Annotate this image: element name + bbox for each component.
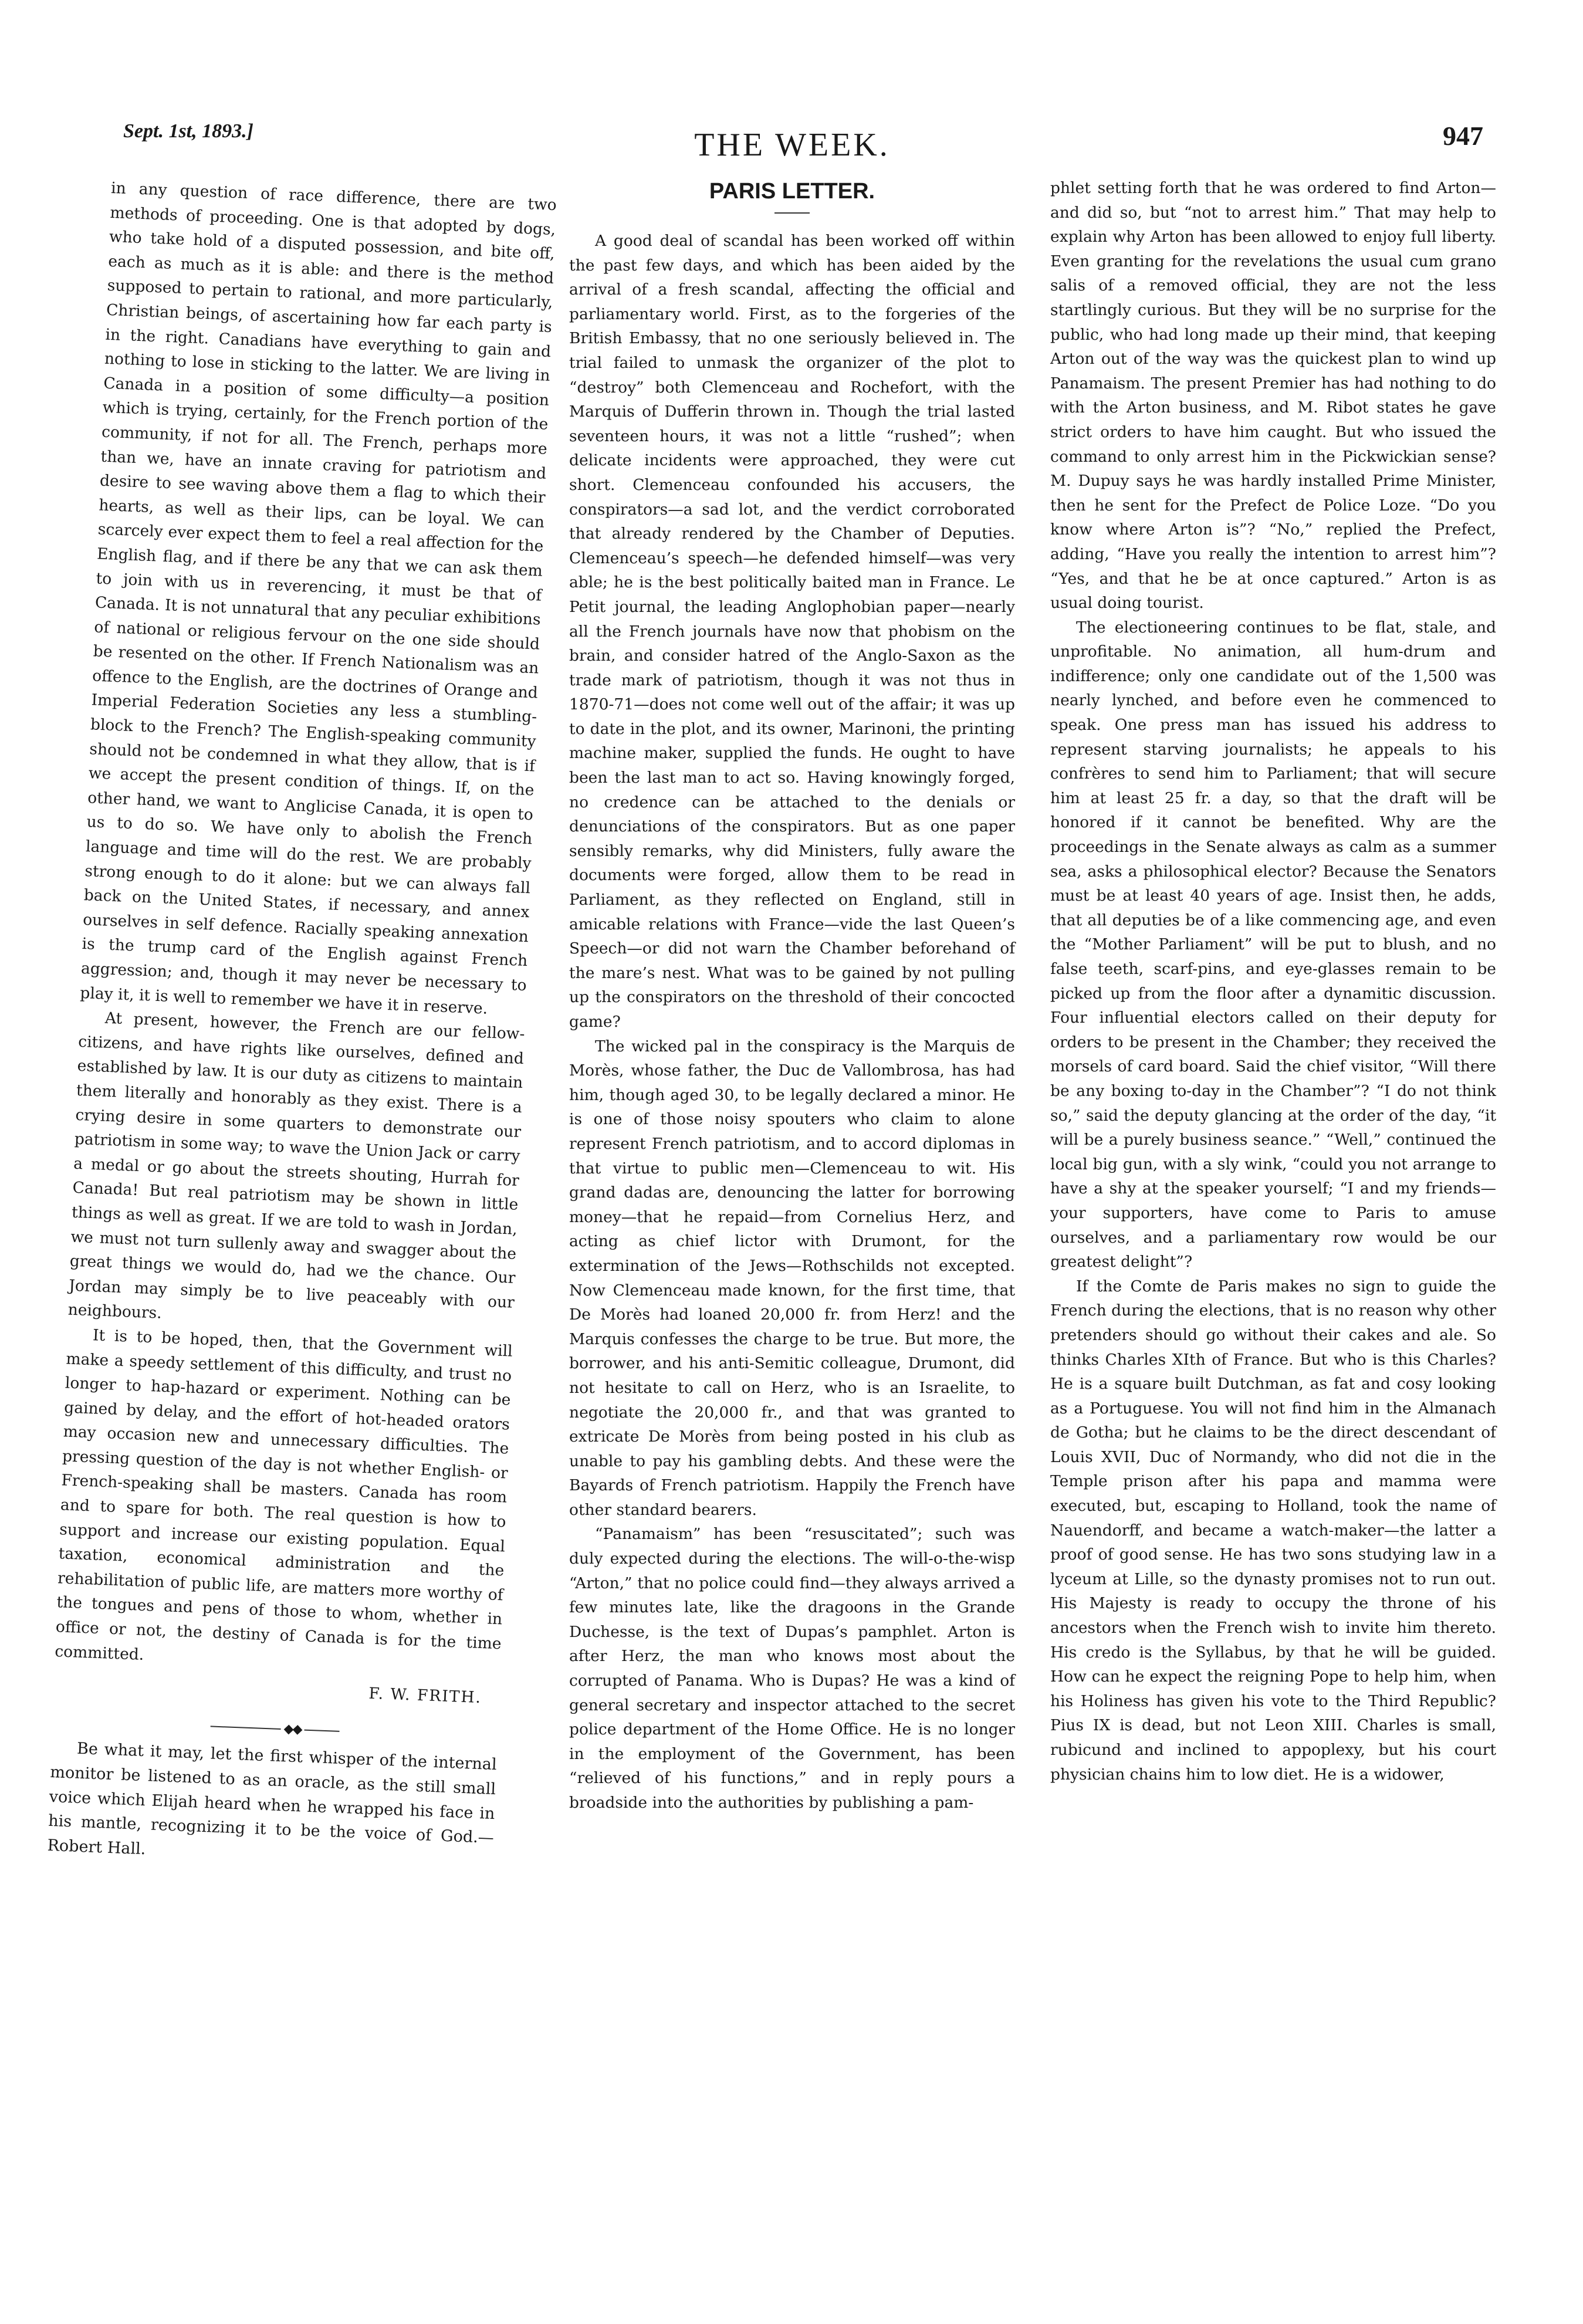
paragraph: It is to be hoped, then, that the Government will make a speedy settlement of this difficulty, and trust no longer to hap-hazard or experiment. Nothing can be gained by delay, and the effort of hot-headed orators may occasion new and unnecessary difficulties. The pressing question of the day is not whether English- or French-speaking shall be masters. Canada has room and to spare for both. The real question is how to support and increase our existing population. Equal taxation, economical administration and the rehabilitation of public life, are matters more worthy of the tongues and pens of those to whom, whether in office or not, the destiny of Canada is for the time committed. (54, 1326, 513, 1664)
paragraph: The electioneering continues to be flat, stale, and unprofitable. No animation, all hum-drum and indifference; only one candidate out of the 1,500 was nearly lynched, and before even he commenced to speak. One press man has issued his address to represent starving journalists; he appeals to his confrères to send him to Parliament; that will secure him at least 25 fr. a day, so that the draft will be honored if it cannot be benefited. Why are the proceedings in the Senate always as calm as a summer sea, asks a philosophical elector? Because the Senators must be at least 40 years of age. Insist then, he adds, that all deputies be of a like commencing age, and even the “Mother Parliament” will be put to blush, and no false teeth, scarf-pins, and eye-glasses remain to be picked up from the floor after a dynamitic discussion. Four influential electors called on their deputy for orders to be present in the Chamber; they received the morsels of card board. Said the chief visitor, “Will there be any boxing to-day in the Chamber”? “I do not think so,” said the deputy glancing at the order of the day, “it will be a purely business seance.” “Well,” continued the local big gun, with a sly wink, “could you not arrange to have a shy at the speaker yourself; “I and my friends—your supporters, have come to Paris to amuse ourselves, and a parliamentary row would be our greatest delight”? (1050, 618, 1496, 1271)
paragraph: If the Comte de Paris makes no sign to guide the French during the elections, that is no reason why other pretenders should go without their cakes and ale. So thinks Charles XIth of France. But who is this Charles? He is a square built Dutchman, as fat and cosy looking as a Portuguese. You will not find him in the Almanach de Gotha; but he claims to be the direct descendant of Louis XVII, Duc of Normandy, who did not die in the Temple prison after his papa and mamma were executed, but, escaping to Holland, took the name of Nauendorff, and became a watch-maker—the latter a proof of good sense. He has two sons studying law in a lyceum at Lille, so the dynasty promises not to run out. His Majesty is ready to occupy the throne of his ancestors when the French wish to invite him thereto. His credo is the Syllabus, by that he will be guided. How can he expect the reigning Pope to help him, when his Holiness has given his vote to the Third Republic? Pius IX is dead, but not Leon XIII. Charles is small, rubicund and inclined to appoplexy, but his court physician chains him to low diet. He is a widower, (1050, 1277, 1496, 1784)
issue-date: Sept. 1st, 1893.] (123, 120, 253, 142)
paragraph: in any question of race difference, there are two methods of proceeding. One is that adopted by dogs, who take hold of a disputed possession, and bite off, each as much as it is able: and there is the method supposed to pertain to rational, and more particularly, Christian beings, of ascertaining how far each party is in the right. Canadians have everything to gain and nothing to lose in sticking to the latter. We are living in Canada in a position of some difficulty—a position which is trying, certainly, for the French portion of the community, if not for all. The French, perhaps more than we, have an innate craving for patriotism and desire to see waving above them a flag to which their hearts, as well as their lips, can be loyal. We can scarcely ever expect them to feel a real affection for the English flag, and if there be any that we can ask them to join with us in reverencing, it must be that of Canada. It is not unnatural that any peculiar exhibitions of national or religious fervour on the one side should be resented on the other. If French Nationalism was an offence to the English, are the doctrines of Orange and Imperial Federation Societies any less a stumbling-block to the French? The English-speaking community should not be condemned in what they allow, that is if we accept the present condition of things. If, on the other hand, we want to Anglicise Canada, it is open to us to do so. We have only to abolish the French language and time will do the rest. We are probably strong enough to do it alone: but we can always fall back on the United States, if necessary, and annex ourselves in self defence. Racially speaking annexation is the trump card of the English against French aggression; and, though it may never be necessary to play it, it is well to remember we have it in reserve. (79, 178, 557, 1018)
title-divider (774, 212, 810, 214)
column-left (47, 176, 557, 1875)
masthead: THE WEEK. (694, 127, 890, 163)
paragraph: At present, however, the French are our fellow-citizens, and have rights like ourselves, defined and established by law. It is our duty as citizens to maintain them literally and honorably as they exist. There is a crying desire in some quarters to demonstrate our patriotism in some way; to wave the Union Jack or carry a medal or go about the streets shouting, Hurrah for Canada! But real patriotism may be shown in little things as well as great. If we are told to wash in Jordan, we must not turn sullenly away and swagger about the great things we would do, had we the chance. Our Jordan may simply be to live peaceably with our neighbours. (67, 1009, 525, 1323)
ornament-divider: ◆◆ (52, 1708, 498, 1750)
column-middle (569, 229, 1015, 1815)
page-number: 947 (1443, 121, 1483, 151)
column-right (1050, 176, 1496, 1787)
paragraph: A good deal of scandal has been worked off within the past few days, and which has been aided by the arrival of a fresh scandal, affecting the official and parliamentary world. First, as to the forgeries of the British Embassy, that no one seriously believed in. The trial failed to unmask the organizer of the plot to “destroy” both Clemenceau and Rochefort, with the Marquis of Dufferin thrown in. Though the trial lasted seventeen hours, it was not a little “rushed”; when delicate incidents were approached, they were cut short. Clemenceau confounded his accusers, the conspirators—a sad lot, and the verdict corroborated that already rendered by the Chamber of Deputies. Clemenceau’s speech—he defended himself—was very able; he is the best politically baited man in France. Le Petit journal, the leading Anglophobian paper—nearly all the French journals have now that phobism on the brain, and consider hatred of the Anglo-Saxon as the trade mark of patriotism, though it was not thus in 1870-71—does not come well out of the affair; it was up to date in the plot, and its owner, Marinoni, the printing machine maker, supplied the funds. He ought to have been the last man to act so. Having knowingly forged, no credence can be attached to the denials or denunciations of the conspirators. But as one paper sensibly remarks, why did Ministers, fully aware the documents were forged, allow them to be read in Parliament, as they reflected on England, still in amicable relations with France—vide the last Queen’s Speech—or did not warn the Chamber beforehand of the mare’s nest. What was to be gained by not pulling up the conspirators on the threshold of their concocted game? (569, 232, 1015, 1031)
author-signature: F. W. FRITH. (368, 1684, 482, 1707)
article-title: PARIS LETTER. (709, 179, 875, 204)
closing-quote: Be what it may, let the first whisper of the internal monitor be listened to as an oracle, as the still small voice which Elijah heard when he wrapped his face in his mantle, recognizing it to be the voice of God.—Robert Hall. (47, 1740, 498, 1859)
paragraph: phlet setting forth that he was ordered to find Arton—and did so, but “not to arrest him.” That may help to explain why Arton has been allowed to enjoy full liberty. Even granting for the revelations the usual cum grano salis of a removed official, they are not the less startlingly curious. But they will be no surprise for the public, who had long made up their mind, that keeping Arton out of the way was the quickest plan to wind up Panamaism. The present Premier has had nothing to do with the Arton business, and M. Ribot states he gave strict orders to have him caught. But who issued the command to only arrest him in the Pickwickian sense? M. Dupuy says he was hardly installed Prime Minister, then he sent for the Prefect de Police Loze. “Do you know where Arton is”? “No,” replied the Prefect, adding, “Have you really the intention to arrest him”? “Yes, and that he be at once captured.” Arton is as usual doing tourist. (1050, 179, 1496, 613)
paragraph: The wicked pal in the conspiracy is the Marquis de Morès, whose father, the Duc de Vallombrosa, has had him, though aged 30, to be legally declared a minor. He is one of those noisy spouters who claim to alone represent French patriotism, and to accord diplomas in that virtue to public men—Clemenceau to wit. His grand dadas are, denouncing the latter for borrowing money—that he repaid—from Cornelius Herz, and acting as chief lictor with Drumont, for the extermination of the Jews—Rothschilds not excepted. Now Clemenceau made known, for the first time, that De Morès had loaned 20,000 fr. from Herz! and the Marquis confesses the charge to be true. But more, the borrower, and his anti-Semitic colleague, Drumont, did not hesitate to call on Herz, who is an Israelite, to negotiate the 20,000 fr., and that was granted to extricate De Morès from being posted in his club as unable to pay his gambling debts. And these were the Bayards of French patriotism. Happily the French have other standard bearers. (569, 1037, 1015, 1519)
paragraph: “Panamaism” has been “resuscitated”; such was duly expected during the elections. The will-o-the-wisp “Arton,” that no police could find—they always arrived a few minutes late, like the dragoons in the Grande Duchesse, is the text of Dupas’s pamphlet. Arton is after Herz, the man who knows most about the corrupted of Panama. Who is Dupas? He was a kind of general secretary and inspector attached to the secret police department of the Home Office. He is no longer in the employment of the Government, has been “relieved of his functions,” and in reply pours a broadside into the authorities by publishing a pam- (569, 1525, 1015, 1812)
